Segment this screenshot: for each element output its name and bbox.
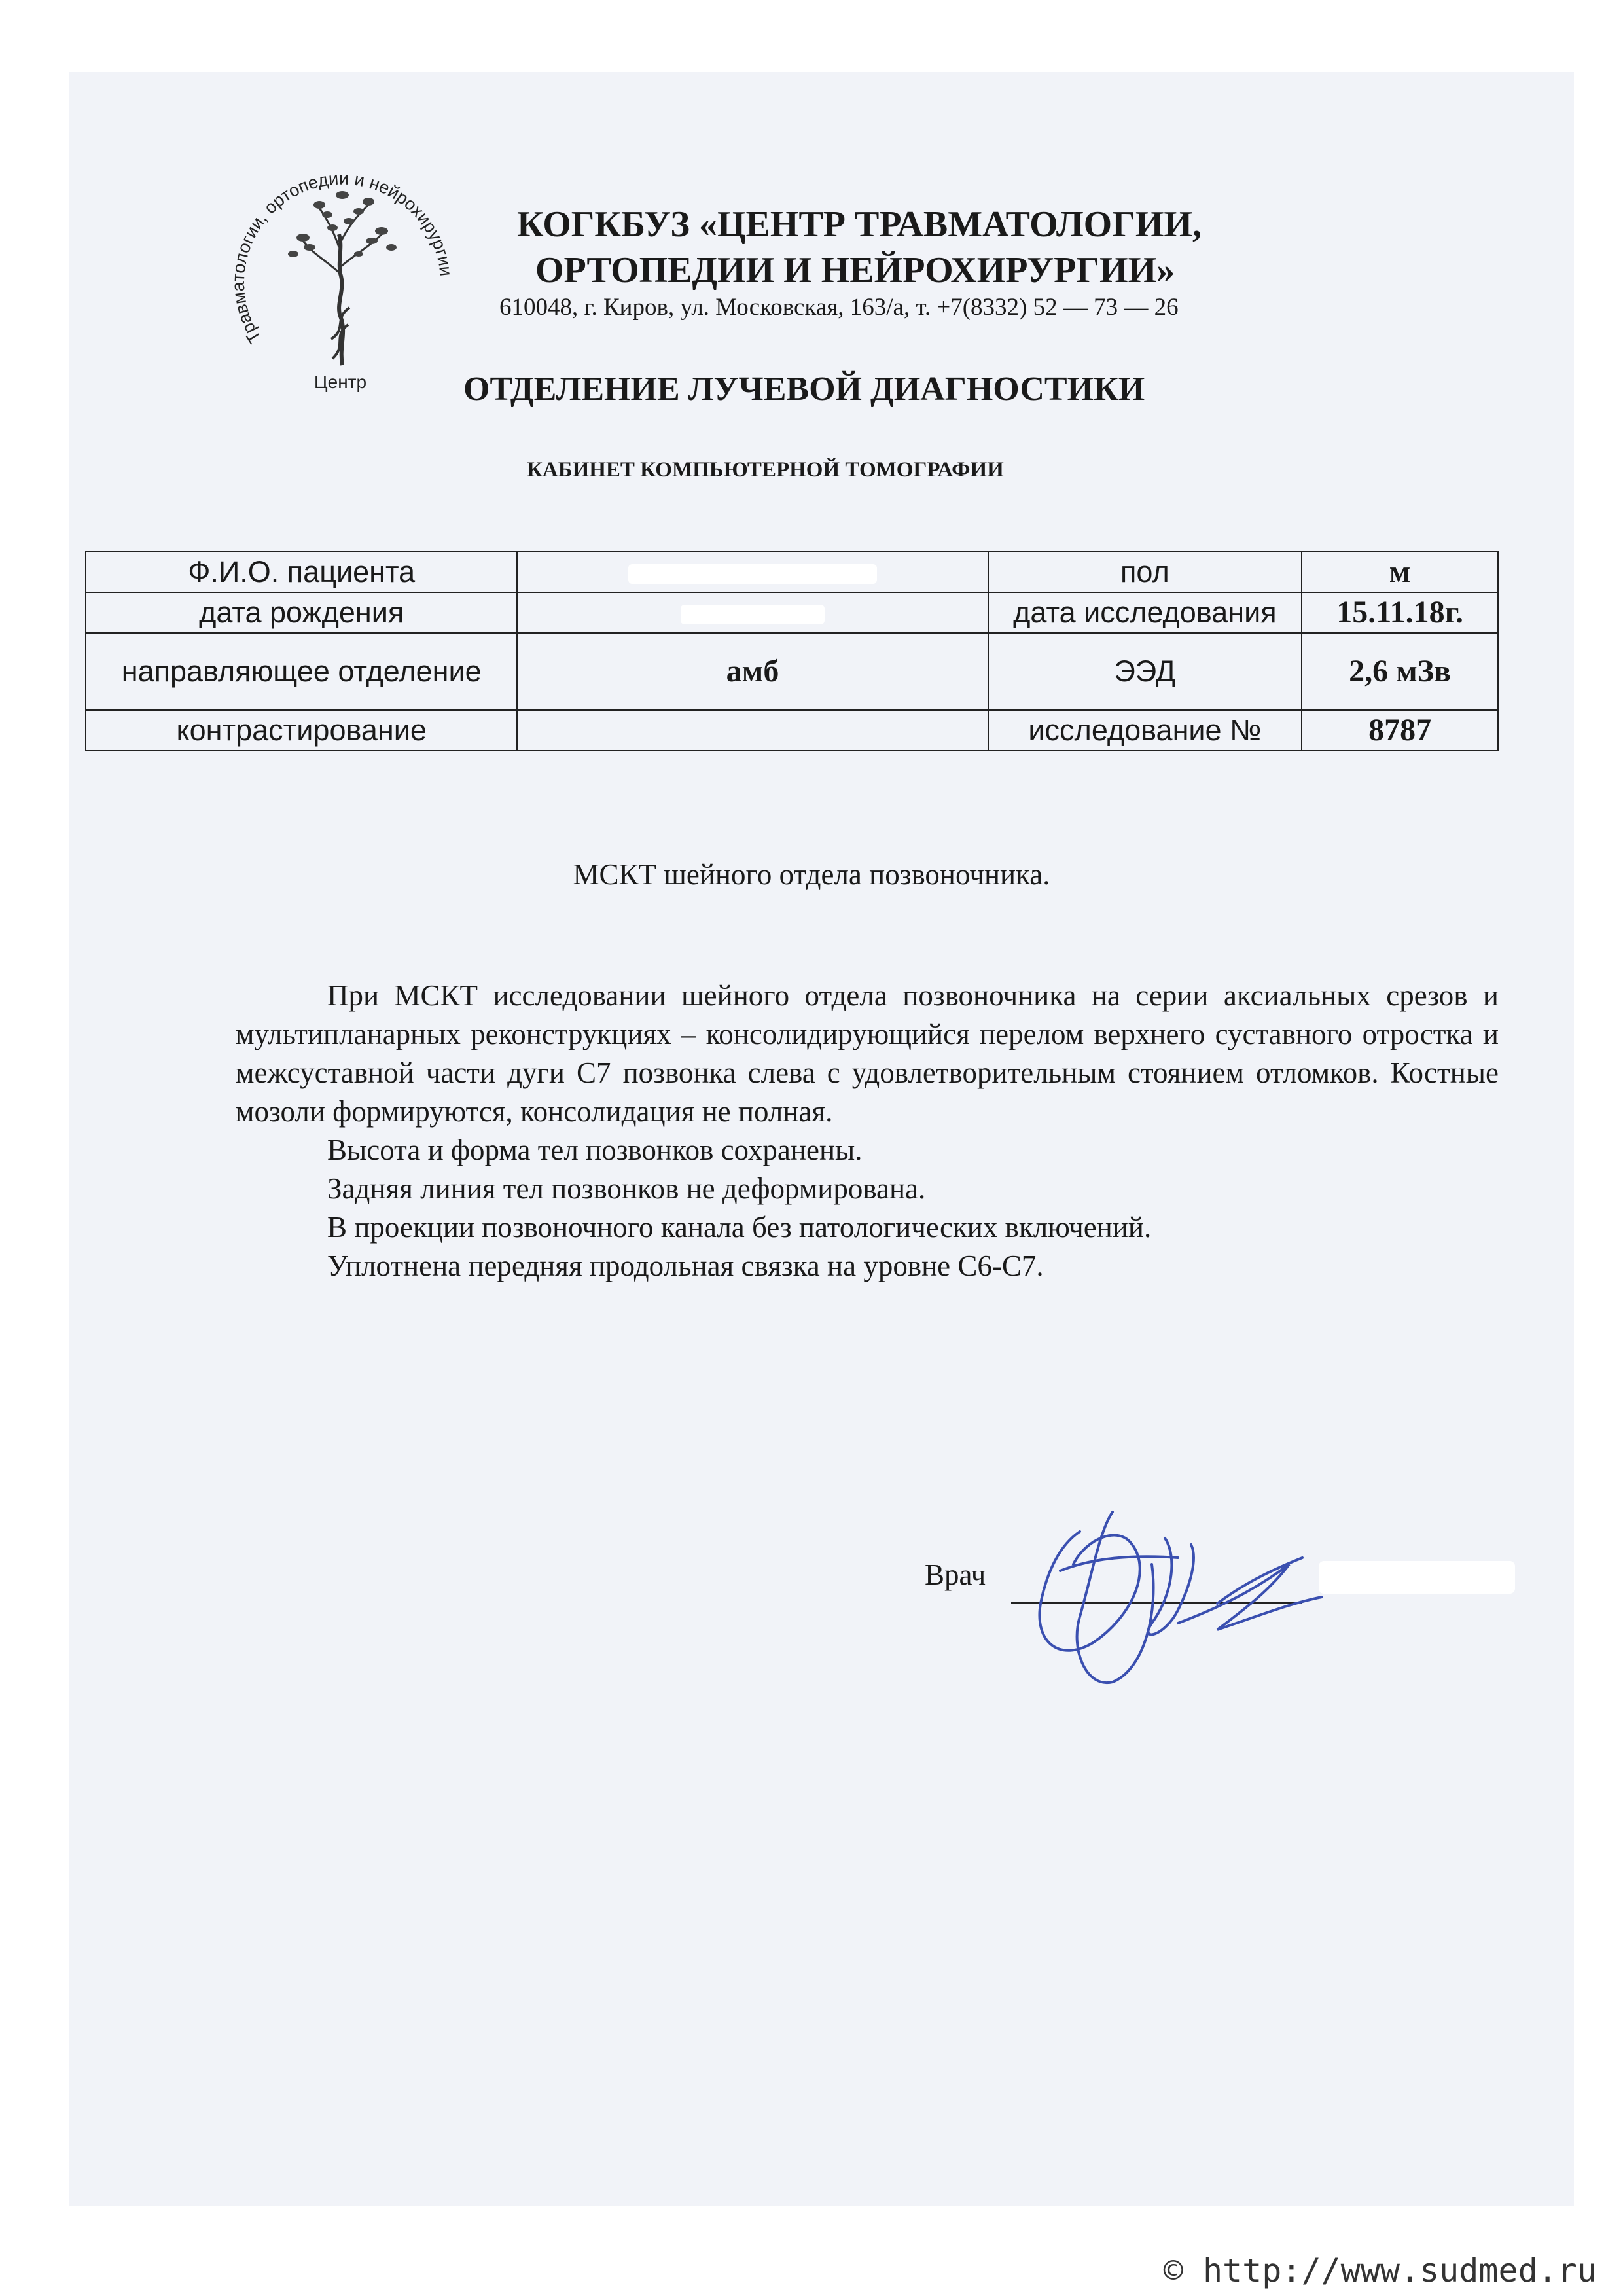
redaction — [681, 605, 825, 624]
birth-date-label: дата рождения — [86, 592, 517, 633]
sex-value: м — [1302, 552, 1498, 592]
redaction — [1319, 1561, 1515, 1594]
table-row — [86, 592, 1498, 633]
contrast-label: контрастирование — [86, 710, 517, 751]
logo-center-text: Центр — [313, 372, 367, 392]
patient-name-value — [517, 552, 988, 592]
center-logo — [228, 149, 457, 398]
report-paragraph: Высота и форма тел позвонков сохранены. — [327, 1134, 863, 1166]
birth-date-value — [517, 592, 988, 633]
department-title: ОТДЕЛЕНИЕ ЛУЧЕВОЙ ДИАГНОСТИКИ — [463, 370, 1145, 408]
effective-dose-label: ЭЭД — [988, 633, 1302, 710]
contrast-value — [517, 710, 988, 751]
report-paragraph: Задняя линия тел позвонков не деформирована. — [327, 1172, 926, 1205]
organization-address: 610048, г. Киров, ул. Московская, 163/а, т. +7(8332) 52 — 73 — 26 — [499, 294, 1179, 321]
exam-number-value: 8787 — [1302, 710, 1498, 751]
exam-date-value: 15.11.18г. — [1302, 592, 1498, 633]
referring-dept-label: направляющее отделение — [86, 633, 517, 710]
table-row — [86, 710, 1498, 751]
report-body — [236, 977, 1499, 1285]
patient-info-table — [85, 551, 1499, 751]
table-row — [86, 552, 1498, 592]
logo-arc-text: Травматологии, ортопедии и нейрохирургии — [228, 168, 456, 348]
referring-dept-value: амб — [517, 633, 988, 710]
organization-title — [517, 202, 1368, 293]
redaction — [628, 564, 877, 584]
exam-title: МСКТ шейного отдела позвоночника. — [573, 858, 1050, 891]
handwritten-signature — [982, 1492, 1387, 1715]
report-paragraph: При МСКТ исследовании шейного отдела позвоночника на серии аксиальных срезов и мультипланарных реконструкциях – консолидирующийся перелом верхнего суставного отростка и межсуставной части дуги С7 позвонка слева с удовлетворительным стоянием отломков. Костные мозоли формируются, консолидация не полная. — [236, 979, 1499, 1128]
report-paragraph: В проекции позвоночного канала без патологических включений. — [327, 1211, 1152, 1244]
cabinet-title: КАБИНЕТ КОМПЬЮТЕРНОЙ ТОМОГРАФИИ — [527, 458, 1004, 482]
effective-dose-value: 2,6 мЗв — [1302, 633, 1498, 710]
report-paragraph: Уплотнена передняя продольная связка на уровне С6-С7. — [327, 1249, 1044, 1282]
source-watermark: © http://www.sudmed.ru — [1163, 2251, 1597, 2289]
table-row — [86, 633, 1498, 710]
patient-name-label: Ф.И.О. пациента — [86, 552, 517, 592]
exam-number-label: исследование № — [988, 710, 1302, 751]
org-title-line1: КОГКБУЗ «ЦЕНТР ТРАВМАТОЛОГИИ, — [517, 204, 1202, 245]
doctor-label: Врач — [925, 1558, 986, 1591]
sex-label: пол — [988, 552, 1302, 592]
org-title-line2: ОРТОПЕДИИ И НЕЙРОХИРУРГИИ» — [535, 250, 1175, 291]
exam-date-label: дата исследования — [988, 592, 1302, 633]
